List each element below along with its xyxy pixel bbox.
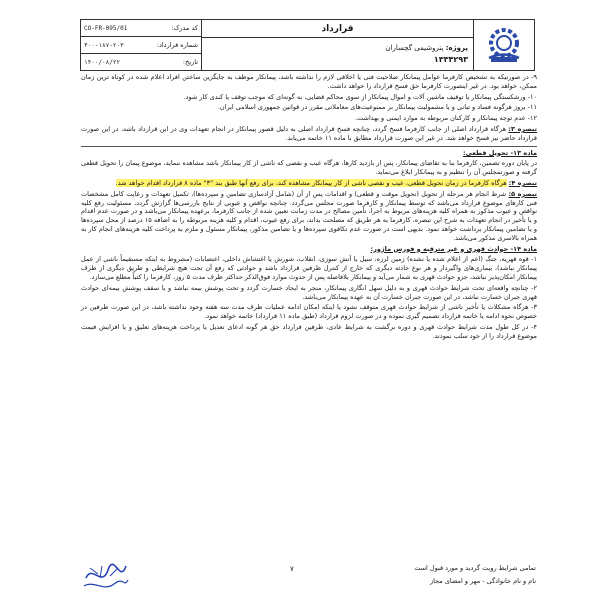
article-14-item-3: ۳- هرگاه مشکلات یا تأخیر ناشی از شرایط حوادث قهری متوقف نشود یا اینکه امکان ادامه عملیات ظرف مدت سه هفته وجود نداشته باشد، در این صورت طرفین در خصوص نحوه ادامه یا خاتمه قرارداد تصمیم گیری نموده و در صورت لزوم قرارداد (طبق ماده ۱۱ قرارداد) خاتمه خواهد نمود.: [81, 303, 537, 321]
divider: [81, 146, 537, 147]
article-14-item-2: ۲- چنانچه واقعه‌ای تحت شرایط حوادث قهری و به دلیل سهل انگاری پیمانکار، منجر به ایجاد خسارت گردد و تحت پوشش بیمه نباشد و یا سقف پوشش بیمه‌ای حوادث قهری جبران خسارت نباشد، در این صورت جبران خسارت آن به عهده پیمانکار می‌باشد.: [81, 283, 537, 301]
company-logo: [473, 20, 534, 70]
project-value: پتروشیمی گچساران: [385, 44, 444, 52]
header-center: [202, 20, 473, 70]
clause-11: ۱۱- بروز هرگونه فساد و تبانی و یا مشمولیت پیمانکار بر ممنوعیت‌های معاملاتی مقرر در قوانین جمهوری اسلامی ایران.: [217, 103, 537, 112]
document-title: قرارداد: [202, 20, 473, 38]
note-5-text: شرط انجام هر مرحله از تحویل (تحویل موقت و قطعی) و اقدامات پس از آن (شامل آزادسازی تضامین و سپرده‌ها)، تکمیل تعهدات و رعایت کامل مشخصات فنی کارهای موضوع قرارداد می‌باشد که توسط پیمانکار و کارفرما صورت مجلس می‌گردد. چنانچه نواقص و عیوبی از نتایج بازرسی‌ها گزارش گردد، مسئولیت رفع کلیه نواقص و عیوب مذکور به همراه کلیه هزینه‌های مربوط به اجرا، تأمین مصالح در مدت زمانت تعیین شده از جانب کارفرما، برعهده پیمانکار می‌باشد و در صورت عدم اقدام و یا تأخیر در انجام تعهدات به شرح این تبصره، کارفرما به هر طریق که مصلحت بداند، برای رفع عیوب، اقدام و کلیه هزینه مربوطه را به اضافه ۱۵ درصد از محل سپرده‌ها و یا تضامین پیمانکار برداشت خواهد نمود. بدیهی است در صورت عدم تکافوی سپرده‌ها و یا تضامین مذکور، پیمانکار مسئول و ملزم به پرداخت کلیه هزینه‌های انجام کار به همراه بالاسری مذکور می‌باشد.: [81, 189, 537, 242]
article-14-item-1: ۱- قوه قهریه، جنگ (اعم از اعلام شده یا نشده) زمین لرزه، سیل یا آتش سوزی، انقلاب، شورش یا اغتشاش داخلی، اعتصابات (مشروط به اینکه مستقیماً ناشی از عمل پیمانکار نباشد)، بیماری‌های واگیردار و هر نوع حادثه دیگری که خارج از کنترل طرفین قرارداد باشد و حوادثی که رفع آن تحت هیچ شرایطی و طریق دیگری از طرف پیمانکار امکان‌پذیر نباشد، جزو حوادث قهری به شمار می‌آید و پیمانکار بلافاصله پس از حدوث موارد فوق‌الذکر حداکثر ظرف مدت ۵ روز، کارفرما را کتباً مطلع می‌سازد.: [81, 255, 537, 281]
document-meta: [81, 20, 202, 70]
page-number: ۷: [290, 565, 294, 573]
note-3-text: هرگاه قرارداد اصلی از جانب کارفرما فسخ گردد، چنانچه فسخ قرارداد اصلی به دلیل قصور پیمانکار در انجام تعهدات وی در این قرارداد باشد، در این صورت قرارداد حاضر نیز فسخ خواهد شد. در غیر این صورت قرارداد مطابق با ماده ۱۱ خاتمه می‌یابد.: [81, 124, 537, 142]
note-3: [81, 125, 537, 143]
signature-stamp-icon: [80, 558, 130, 594]
note-5: [81, 190, 537, 243]
clause-10: ۱۰- ورشکستگی پیمانکار یا توقیف ماشین آلات و اموال پیمانکار از سوی محاکم قضایی، به گونه‌ای که موجب توقف یا کندی کار شود.: [183, 92, 537, 101]
project-line: [202, 44, 468, 52]
date-row: [81, 54, 201, 70]
note-4: [81, 179, 537, 188]
note-4-text: هرگاه کارفرما در زمان تحویل قطعی، عیب و نقصی ناشی از کار پیمانکار مشاهده کند، برای رفع آنها طبق بند "۳" ماده ۸ قرارداد اقدام خواهد شد.: [115, 178, 507, 187]
contract-no-row: [81, 37, 201, 54]
page-footer: [80, 558, 536, 594]
article-14-item-4: ۴- در کل طول مدت شرایط حوادث قهری و دوره برگشت به شرایط عادی، طرفین قرارداد حق هر گونه ادعای تعدیل یا پرداخت هزینه‌های تعلیق و یا افزایش قیمت موضوع قرارداد را از خود سلب نمودند.: [81, 322, 537, 340]
doc-code-label: کد مدرک:: [171, 24, 198, 32]
gear-logo-icon: [481, 25, 527, 65]
note-4-label: تبصره ۴:: [508, 178, 537, 187]
date-label: تاریخ:: [182, 58, 198, 66]
note-5-label: تبصره ۵:: [508, 189, 537, 198]
clause-9: ۹- در صورتیکه به تشخیص کارفرما عوامل پیمانکار صلاحیت فنی یا اخلاقی لازم را نداشته باشد، پیمانکار موظف به جایگزین ساختن افراد اعلام شده در کوتاه ترین زمان ممکن، خواهد بود. در غیر اینصورت کارفرما حق فسخ قرارداد را خواهد داشت.: [81, 73, 537, 90]
article-13-text: در پایان دوره تضمین، کارفرما بنا به تقاضای پیمانکار، پس از بازدید کارها، هرگاه عیب و نقصی که ناشی از کار پیمانکار باشد مشاهده ننماید، موضوع پیمان را تحویل قطعی گرفته و صورتمجلس آن را تنظیم و به پیمانکار ابلاغ می‌نماید.: [81, 159, 537, 177]
doc-code-row: [81, 20, 201, 37]
date-value: ۱۴۰۰/۰۸/۲۲: [84, 58, 121, 66]
note-3-label: تبصره ۳:: [508, 124, 537, 133]
article-14-heading: ماده ۱۴- حوادث قهری و غیر مترقبه و فورس ماژور:: [370, 244, 537, 253]
document-header: [80, 19, 535, 71]
signature-line: نام و نام خانوادگی - مهر و امضای مجاز: [429, 577, 536, 585]
project-label: پروژه:: [445, 44, 468, 52]
project-number: ۱۳۳۴۲۹۳: [433, 55, 468, 64]
clause-12: ۱۲- عدم توجه پیمانکار و کارکنان مربوطه به موارد ایمنی و بهداشت.: [355, 114, 537, 123]
doc-code-value: CO-FR-095/01: [84, 24, 128, 32]
contract-no-label: شماره قرارداد:: [156, 41, 198, 49]
contract-no-value: ۴۰۰-۱۸۷-۲۰۳: [84, 41, 124, 49]
article-13-heading: ماده ۱۳- تحویل قطعی:: [463, 148, 537, 157]
project-info: [202, 38, 473, 70]
acceptance-statement: تمامی شرایط رویت گردید و مورد قبول است: [414, 564, 536, 572]
contract-body: [81, 73, 537, 553]
